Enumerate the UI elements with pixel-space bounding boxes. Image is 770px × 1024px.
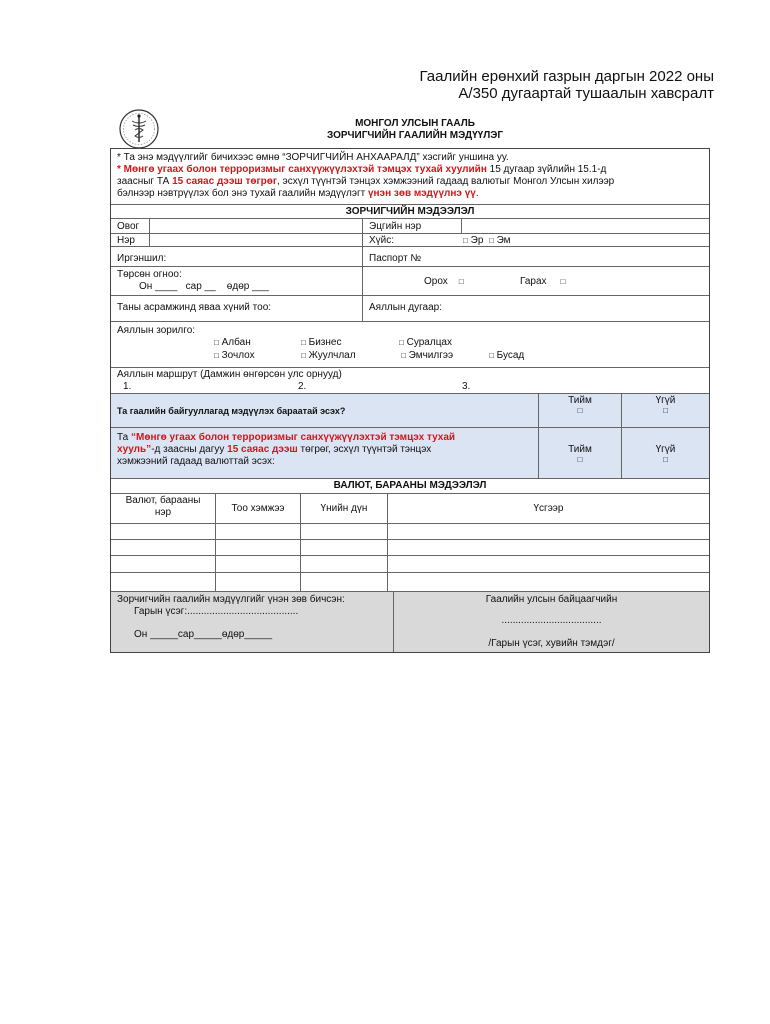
- name-input[interactable]: [151, 234, 360, 245]
- q2-line-1: Та “Мөнгө угаах болон терроризмыг санхүүжүүлэхтэй тэмцэх тухай: [117, 432, 456, 443]
- trip-number-label: Аяллын дугаар:: [369, 302, 442, 313]
- passenger-section-title: ЗОРЧИГЧИЙН МЭДЭЭЛЭЛ: [345, 206, 475, 217]
- passenger-statement: Зорчигчийн гаалийн мэдүүлгийг үнэн зөв бичсэн:: [117, 594, 345, 605]
- q1-no: [622, 395, 709, 415]
- q1-yes-checkbox[interactable]: □: [577, 406, 583, 415]
- exit-checkbox[interactable]: □: [560, 277, 566, 286]
- inspector-stamp-label: /Гарын үсэг, хувийн тэмдэг/: [488, 638, 615, 649]
- notice-line-3: заасныг ТА 15 саяас дээш төгрөг, эсхүл түүнтэй тэнцэх хэмжээний гадаад валютыг Монгол Улсын хилээр: [117, 176, 615, 187]
- route-2: 2.: [298, 381, 307, 392]
- notice-block: [117, 152, 707, 200]
- purpose-business[interactable]: □ Бизнес: [301, 337, 342, 348]
- male-label: Эр: [470, 235, 484, 246]
- q1-yes-label: Тийм: [568, 395, 592, 406]
- notice-line-4: бэлнээр нэвтрүүлэх бол энэ тухай гаалийн мэдүүлэгт үнэн зөв мэдүүлнэ үү.: [117, 188, 479, 199]
- inspector-block: [394, 594, 709, 649]
- agency-title: [255, 118, 575, 142]
- female-checkbox[interactable]: □: [488, 236, 494, 245]
- route-3: 3.: [462, 381, 471, 392]
- goods-col-name: [113, 495, 213, 519]
- inspector-title: Гаалийн улсын байцаагчийн: [485, 594, 618, 605]
- passenger-signature-block: [117, 594, 345, 641]
- entry-checkbox[interactable]: □: [458, 277, 464, 286]
- female-label: Эм: [496, 235, 511, 246]
- goods-col-qty: Тоо хэмжээ: [231, 503, 285, 514]
- q2-line-2: хууль”-д заасны дагуу 15 саяас дээш төгрөг, эсхүл түүнтэй тэнцэх: [117, 444, 432, 455]
- q2-yes: [539, 444, 621, 464]
- birth-date-fields[interactable]: Он ____ сар __ өдөр ___: [139, 281, 269, 292]
- surname-input[interactable]: [151, 220, 360, 232]
- purpose-visit[interactable]: □ Зочлох: [214, 350, 255, 361]
- route-label: Аяллын маршрут (Дамжин өнгөрсөн улс орнууд): [117, 369, 342, 380]
- name-label: Нэр: [117, 235, 135, 246]
- passenger-sign-line[interactable]: Гарын үсэг:........................................: [134, 606, 299, 617]
- q2-no-label: Үгүй: [655, 444, 676, 455]
- q2-line-3: хэмжээний гадаад валюттай эсэх:: [117, 456, 275, 467]
- goods-section-title: ВАЛЮТ, БАРААНЫ МЭДЭЭЛЭЛ: [333, 480, 487, 491]
- customs-emblem-icon: [118, 108, 160, 150]
- goods-col-name-1: Валют, барааны: [125, 495, 201, 506]
- purpose-study[interactable]: □ Суралцах: [399, 337, 452, 348]
- annex-line-2: А/350 дугаартай тушаалын хавсралт: [458, 85, 714, 102]
- exit-label: Гарах: [520, 276, 547, 287]
- father-name-input[interactable]: [463, 220, 707, 232]
- q2-yes-checkbox[interactable]: □: [577, 455, 583, 464]
- purpose-tourism[interactable]: □ Жуулчлал: [301, 350, 356, 361]
- exit-option: [520, 276, 565, 287]
- birth-date-label: Төрсөн огноо:: [117, 269, 182, 280]
- surname-label: Овог: [117, 221, 140, 232]
- companions-label: Таны асрамжинд яваа хүний тоо:: [117, 302, 272, 313]
- gender-label: Хүйс:: [369, 235, 395, 246]
- notice-line-1: * Та энэ мэдүүлгийг бичихээс өмнө “ЗОРЧИГЧИЙН АНХААРАЛД” хэсгийг уншина уу.: [117, 152, 509, 163]
- q1-no-label: Үгүй: [655, 395, 676, 406]
- entry-label: Орох: [424, 276, 448, 287]
- citizenship-label: Иргэншил:: [117, 253, 167, 264]
- entry-option: [424, 276, 464, 287]
- question-goods: Та гаалийн байгууллагад мэдүүлэх бараатай эсэх?: [117, 406, 346, 416]
- annex-line-1: Гаалийн ерөнхий газрын даргын 2022 оны: [419, 68, 714, 85]
- q2-no-checkbox[interactable]: □: [663, 455, 668, 464]
- declaration-form: [110, 148, 710, 653]
- goods-col-name-2: нэр: [154, 507, 172, 518]
- question-currency: [117, 432, 533, 468]
- goods-col-letters: Үсгээр: [533, 503, 564, 514]
- form-title: ЗОРЧИГЧИЙН ГААЛИЙН МЭДҮҮЛЭГ: [326, 130, 504, 141]
- purpose-label: Аяллын зорилго:: [117, 325, 196, 336]
- notice-line-2: * Мөнгө угаах болон терроризмыг санхүүжүүлэхтэй тэмцэх тухай хуулийн 15 дугаар зүйлийн 15.1-д: [117, 164, 607, 175]
- purpose-official[interactable]: □ Албан: [214, 337, 251, 348]
- q1-no-checkbox[interactable]: □: [663, 406, 668, 415]
- q2-yes-label: Тийм: [568, 444, 592, 455]
- passenger-date-line[interactable]: Он _____сар_____өдөр_____: [134, 629, 273, 640]
- annex-header: [419, 68, 714, 102]
- male-checkbox[interactable]: □: [463, 236, 468, 245]
- agency-name: МОНГОЛ УЛСЫН ГААЛЬ: [355, 118, 475, 129]
- purpose-treatment[interactable]: □ Эмчилгээ: [401, 350, 454, 361]
- inspector-sign-dots[interactable]: ....................................: [501, 615, 602, 626]
- father-name-label: Эцгийн нэр: [369, 221, 422, 232]
- route-1: 1.: [123, 381, 132, 392]
- passport-label: Паспорт №: [369, 253, 422, 264]
- purpose-other[interactable]: □ Бусад: [489, 350, 525, 361]
- q2-no: [622, 444, 709, 464]
- goods-col-total: Үнийн дүн: [320, 503, 368, 514]
- q1-yes: [539, 395, 621, 415]
- gender-options: [463, 235, 511, 246]
